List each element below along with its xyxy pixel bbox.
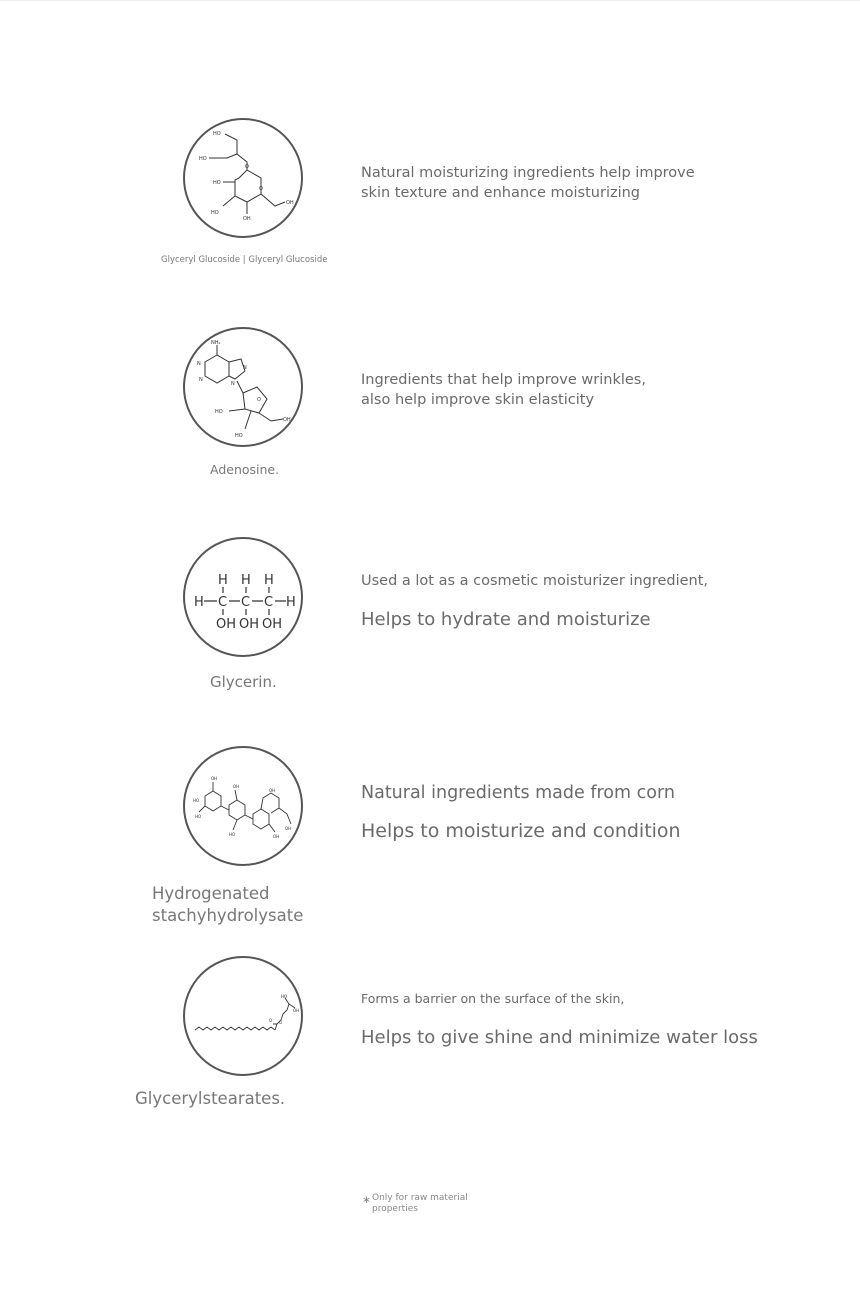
description-line: Ingredients that help improve wrinkles, (361, 372, 646, 388)
description-line: Used a lot as a cosmetic moisturizer ingredient, (361, 573, 709, 589)
description-line: Helps to hydrate and moisturize (361, 609, 651, 630)
svg-text:OH: OH (239, 617, 260, 632)
ingredient-description (361, 781, 781, 844)
molecule-drawing (185, 748, 303, 866)
glyceryl-stearate-structure-icon (183, 956, 303, 1076)
ingredient-name: Glycerylstearates. (135, 1089, 286, 1108)
glycerin-structure-icon (183, 537, 303, 657)
svg-text:OH: OH (273, 834, 280, 839)
ingredient-name: Adenosine. (210, 462, 280, 477)
svg-text:O: O (245, 164, 249, 170)
svg-text:C: C (218, 595, 228, 610)
svg-text:OH: OH (233, 784, 240, 789)
svg-text:HO: HO (211, 210, 219, 216)
molecule-drawing (185, 958, 303, 1076)
description-line: Helps to give shine and minimize water loss (361, 1027, 758, 1048)
svg-text:HO: HO (215, 409, 223, 415)
molecule-drawing (185, 329, 303, 447)
adenosine-structure-icon (183, 327, 303, 447)
description-line: Forms a barrier on the surface of the skin, (361, 991, 625, 1006)
description-line: also help improve skin elasticity (361, 392, 595, 408)
svg-text:OH: OH (285, 826, 292, 831)
svg-text:N: N (199, 377, 203, 383)
description-line: Natural ingredients made from corn (361, 783, 675, 803)
ingredient-name (152, 883, 303, 927)
svg-text:H: H (286, 595, 296, 610)
footnote-asterisk: * (363, 1195, 370, 1211)
svg-text:OH: OH (293, 1008, 300, 1013)
svg-text:HO: HO (193, 798, 200, 803)
svg-text:HO: HO (199, 156, 207, 162)
svg-text:N: N (231, 381, 235, 387)
ingredient-name: Glyceryl Glucoside | Glyceryl Glucoside (161, 255, 328, 265)
svg-text:O: O (279, 1020, 283, 1025)
svg-text:C: C (241, 595, 251, 610)
svg-text:H: H (264, 573, 274, 588)
svg-text:N: N (197, 361, 201, 367)
svg-text:H: H (241, 573, 251, 588)
svg-text:OH: OH (243, 216, 251, 222)
svg-text:N: N (243, 365, 247, 371)
svg-text:NH₂: NH₂ (211, 340, 221, 346)
ingredient-description (361, 370, 646, 410)
svg-text:C: C (264, 595, 274, 610)
description-line: Natural moisturizing ingredients help improve (361, 165, 695, 181)
ingredient-description (361, 991, 781, 1050)
svg-text:HO: HO (229, 832, 236, 837)
ingredient-description (361, 571, 781, 632)
name-line: Hydrogenated (152, 884, 270, 903)
molecule-drawing (185, 539, 303, 657)
footnote-text (372, 1193, 492, 1215)
hydrogenated-stachyhydrolysate-structure-icon (183, 746, 303, 866)
svg-text:OH: OH (269, 788, 276, 793)
svg-text:H: H (218, 573, 228, 588)
footnote-line: properties (372, 1204, 418, 1214)
name-line: stachyhydrolysate (152, 906, 304, 925)
svg-text:HO: HO (195, 814, 202, 819)
svg-text:OH: OH (283, 417, 291, 423)
svg-text:OH: OH (211, 776, 218, 781)
svg-text:OH: OH (262, 617, 283, 632)
svg-text:HO: HO (281, 994, 288, 999)
glyceryl-glucoside-structure-icon (183, 118, 303, 238)
footnote-line: Only for raw material (372, 1193, 468, 1203)
svg-text:HO: HO (213, 131, 221, 137)
molecule-drawing (185, 120, 303, 238)
svg-text:HO: HO (213, 180, 221, 186)
ingredient-name: Glycerin. (210, 673, 277, 691)
svg-text:O: O (269, 1018, 273, 1023)
svg-text:O: O (259, 186, 263, 192)
svg-text:OH: OH (286, 200, 294, 206)
top-divider (0, 0, 860, 1)
svg-text:H: H (194, 595, 204, 610)
description-line: skin texture and enhance moisturizing (361, 185, 641, 201)
svg-text:O: O (257, 397, 261, 403)
svg-text:OH: OH (216, 617, 237, 632)
description-line: Helps to moisturize and condition (361, 820, 681, 842)
svg-text:HO: HO (235, 433, 243, 439)
ingredient-description (361, 163, 695, 203)
